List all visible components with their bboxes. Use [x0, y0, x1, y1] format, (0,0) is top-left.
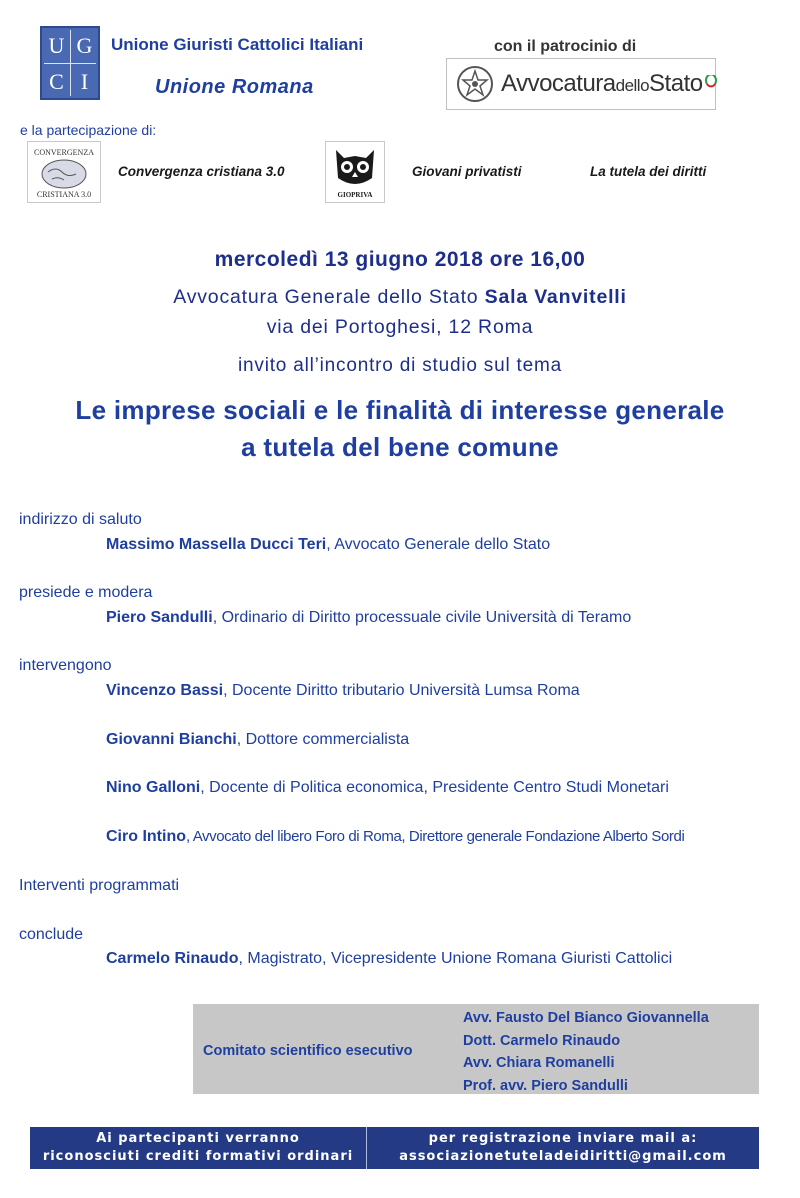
speaker-name: Piero Sandulli [106, 609, 213, 626]
participant-convergenza: Convergenza cristiana 3.0 [118, 164, 285, 179]
logo-letter-c: C [49, 69, 64, 94]
speaker-role: , Ordinario di Diritto processuale civile Università di Teramo [212, 609, 632, 626]
speakers-section-label: intervengono [19, 657, 112, 674]
committee-member: Avv. Fausto Del Bianco Giovannella [463, 1010, 709, 1026]
speaker-role: , Magistrato, Vicepresidente Unione Romana Giuristi Cattolici [238, 950, 673, 967]
speaker-item [106, 731, 409, 749]
wordmark-small: dello [615, 76, 650, 95]
conclusion-section-label: conclude [19, 926, 84, 943]
footer-banner [30, 1127, 759, 1169]
giopriva-logo-text: GIOPRIVA [337, 191, 373, 199]
speaker-item [106, 682, 580, 700]
event-date: mercoledì 13 giugno 2018 ore 16,00 [214, 248, 586, 271]
venue-room: Sala Vanvitelli [484, 286, 627, 308]
speaker-name: Ciro Intino [106, 828, 186, 845]
convergenza-logo [27, 141, 101, 203]
convergenza-logo-bottom: CRISTIANA 3.0 [36, 190, 92, 199]
logo-letter-i: I [80, 69, 89, 94]
event-invitation: invito all’incontro di studio sul tema [238, 355, 562, 376]
event-title-line2: a tutela del bene comune [241, 432, 559, 462]
scheduled-interventions-label: Interventi programmati [19, 877, 180, 894]
event-address: via dei Portoghesi, 12 Roma [266, 316, 534, 338]
organization-name: Unione Giuristi Cattolici Italiani [111, 35, 364, 54]
venue-prefix: Avvocatura Generale dello Stato [173, 286, 479, 308]
committee-members [463, 1007, 709, 1097]
speaker-role: , Avvocato Generale dello Stato [326, 536, 551, 553]
registration-line1: per registrazione inviare mail a: [428, 1131, 698, 1146]
speaker-name: Giovanni Bianchi [106, 731, 237, 748]
chair-speaker [106, 609, 631, 627]
speaker-name: Carmelo Rinaudo [106, 950, 239, 967]
speaker-role: , Dottore commercialista [236, 731, 410, 748]
scientific-committee-box [193, 1004, 759, 1094]
ugci-logo [40, 26, 100, 100]
greeting-section-label: indirizzo di saluto [19, 511, 142, 528]
event-venue [0, 286, 800, 309]
committee-label: Comitato scientifico esecutivo [203, 1043, 413, 1059]
patronage-label: con il patrocinio di [494, 38, 637, 55]
credits-line2: riconosciuti crediti formativi ordinari [42, 1149, 354, 1164]
logo-letter-u: U [48, 33, 65, 58]
participant-tutela-diritti: La tutela dei diritti [590, 164, 707, 179]
speaker-role: , Docente di Politica economica, Presidente Centro Studi Monetari [200, 779, 669, 796]
convergenza-globe-icon [28, 142, 100, 202]
committee-member: Avv. Chiara Romanelli [463, 1055, 615, 1071]
registration-email[interactable]: associazionetuteladeidiritti@gmail.com [399, 1149, 727, 1164]
credits-notice [30, 1130, 366, 1166]
speaker-item [106, 828, 684, 846]
owl-icon [326, 142, 384, 202]
giopriva-logo [325, 141, 385, 203]
chair-section-label: presiede e modera [19, 584, 153, 601]
speaker-name: Vincenzo Bassi [106, 682, 224, 699]
wordmark-main: Avvocatura [501, 70, 616, 97]
event-title-line1: Le imprese sociali e le finalità di interesse generale [75, 395, 725, 425]
republic-emblem-icon [455, 64, 495, 104]
committee-member: Prof. avv. Piero Sandulli [463, 1077, 628, 1094]
participation-label: e la partecipazione di: [20, 122, 157, 138]
speaker-name: Massimo Massella Ducci Teri [106, 536, 327, 553]
avvocatura-logo [446, 58, 716, 110]
greeting-speaker [106, 536, 550, 554]
avvocatura-wordmark [501, 70, 718, 98]
wordmark-end: Stato [649, 70, 703, 97]
tricolor-swirl-icon [704, 75, 718, 93]
speaker-role: , Avvocato del libero Foro di Roma, Direttore generale Fondazione Alberto Sordi [185, 828, 685, 845]
speaker-item [106, 779, 669, 797]
speaker-role: , Docente Diritto tributario Università Lumsa Roma [223, 682, 580, 699]
committee-member: Dott. Carmelo Rinaudo [463, 1032, 621, 1049]
participant-giovani-privatisti: Giovani privatisti [412, 164, 522, 179]
logo-letter-g: G [76, 33, 93, 58]
registration-notice [367, 1130, 759, 1166]
conclusion-speaker [106, 950, 672, 968]
convergenza-logo-top: CONVERGENZA [34, 148, 94, 157]
sub-organization-name: Unione Romana [155, 76, 314, 98]
credits-line1: Ai partecipanti verranno [96, 1131, 300, 1146]
speaker-name: Nino Galloni [106, 779, 201, 796]
